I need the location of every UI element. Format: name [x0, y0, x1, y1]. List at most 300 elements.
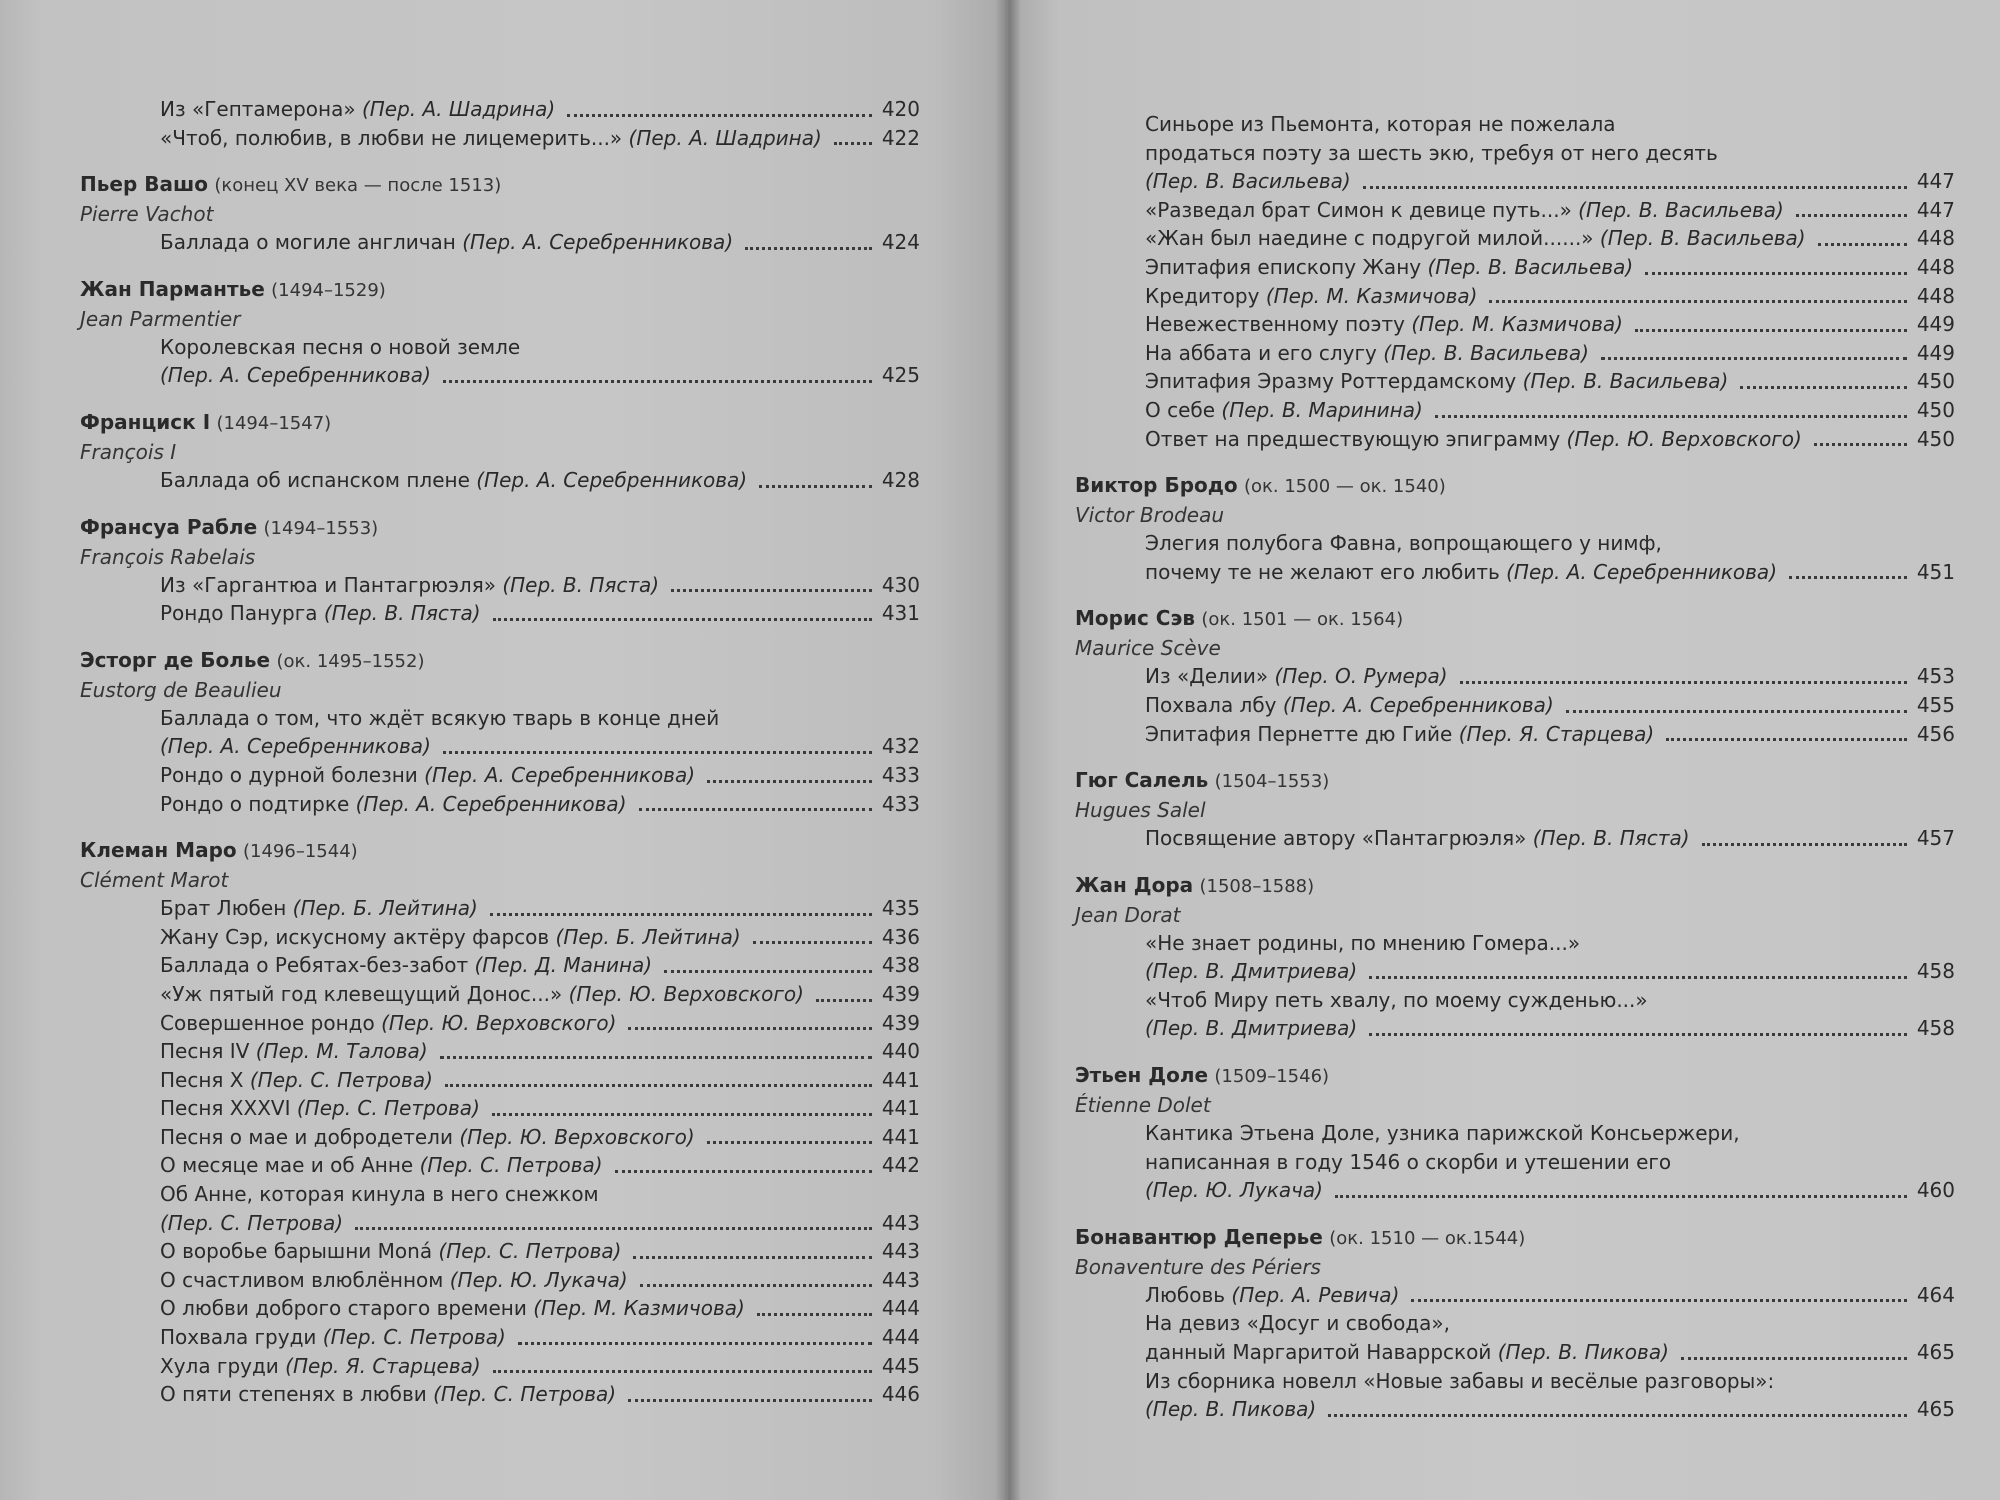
- entry-title: Рондо о подтирке: [160, 791, 350, 816]
- entry-translator: (Пер. Б. Лейтина): [555, 924, 741, 949]
- dot-leader: [443, 380, 872, 383]
- toc-entry-line: [160, 1209, 920, 1238]
- toc-entry[interactable]: [1145, 824, 1955, 853]
- dot-leader: [628, 1027, 871, 1030]
- toc-entry-line: [1145, 396, 1955, 425]
- author-heading: [1075, 1061, 2000, 1091]
- right-page-contents: [1010, 0, 2000, 1424]
- entry-text: [160, 1037, 428, 1066]
- toc-entry[interactable]: [160, 1066, 920, 1095]
- dot-leader: [1666, 738, 1907, 741]
- toc-entry-line: [1145, 1176, 1955, 1205]
- page-number: 443: [881, 1267, 920, 1292]
- dot-leader: [493, 1370, 872, 1373]
- toc-entry[interactable]: [160, 951, 920, 980]
- toc-entry-line: [160, 1237, 920, 1266]
- page-number: 422: [881, 125, 920, 150]
- author-block: [1010, 871, 2000, 1043]
- dot-leader: [567, 114, 872, 117]
- entry-text: [160, 1294, 745, 1323]
- page-number: 431: [881, 601, 920, 626]
- entry-text: [160, 704, 719, 733]
- dot-leader: [664, 970, 872, 973]
- page-number: 448: [1916, 283, 1955, 308]
- toc-entry-line: [160, 361, 920, 390]
- dot-leader: [518, 1342, 872, 1345]
- toc-entry[interactable]: [160, 1037, 920, 1066]
- page-number: 464: [1916, 1282, 1955, 1307]
- author-dates: (1494–1529): [271, 279, 386, 301]
- dot-leader: [615, 1170, 872, 1173]
- toc-entry-line: [160, 923, 920, 952]
- author-block: [0, 275, 1005, 390]
- entry-translator: (Пер. Д. Манина): [474, 953, 653, 978]
- entry-text: [160, 951, 652, 980]
- dot-leader: [492, 1113, 872, 1116]
- dot-leader: [355, 1227, 872, 1230]
- entry-text: [1145, 929, 1580, 958]
- entry-translator: (Пер. В. Пяста): [1532, 826, 1690, 851]
- entry-title: Об Анне, которая кинула в него снежком: [160, 1182, 599, 1207]
- toc-entry-line: [1145, 367, 1955, 396]
- entry-translator: (Пер. В. Пяста): [323, 601, 481, 626]
- page-number: 440: [881, 1039, 920, 1064]
- dot-leader: [1335, 1195, 1907, 1198]
- toc-entry[interactable]: [1145, 282, 1955, 311]
- entry-text: [1145, 1281, 1399, 1310]
- toc-entry[interactable]: [160, 466, 920, 495]
- entry-title: Песня IV: [160, 1039, 250, 1064]
- entry-text: [1145, 167, 1351, 196]
- dot-leader: [1411, 1299, 1906, 1302]
- dot-leader: [1601, 357, 1907, 360]
- entry-title: Посвящение автору «Пантагрюэля»: [1145, 826, 1527, 851]
- toc-entry[interactable]: [1145, 310, 1955, 339]
- toc-entry[interactable]: [160, 95, 920, 124]
- toc-entry[interactable]: [160, 790, 920, 819]
- author-latin-name: Jean Dorat: [1075, 902, 1181, 927]
- entry-text: [160, 761, 695, 790]
- entry-text: [160, 599, 481, 628]
- dot-leader: [639, 808, 872, 811]
- entry-text: [1145, 139, 1718, 168]
- entry-title: продаться поэту за шесть экю, требуя от него десять: [1145, 140, 1718, 165]
- toc-entry-line: [160, 1037, 920, 1066]
- entry-translator: (Пер. Ю. Лукача): [449, 1267, 628, 1292]
- author-name: Франсуа Рабле: [80, 514, 258, 539]
- dot-leader: [1435, 415, 1907, 418]
- entry-title: Синьоре из Пьемонта, которая не пожелала: [1145, 112, 1616, 136]
- toc-entry-line: [160, 228, 920, 257]
- toc-entry[interactable]: [1145, 253, 1955, 282]
- entry-title: «Чтоб, полюбив, в любви не лицемерить...»: [160, 125, 623, 150]
- toc-entry[interactable]: [160, 1123, 920, 1152]
- entry-title: Из сборника новелл «Новые забавы и весёлые разговоры»:: [1145, 1368, 1775, 1393]
- author-latin-name: Clément Marot: [80, 868, 229, 893]
- entry-title: Баллада об испанском плене: [160, 467, 470, 492]
- toc-entry-line: [1145, 957, 1955, 986]
- toc-entry-line: [1145, 1309, 1955, 1338]
- entry-translator: (Пер. М. Казмичова): [1265, 283, 1478, 308]
- toc-entry-line: [1145, 310, 1955, 339]
- page-number: 443: [881, 1239, 920, 1264]
- entry-title: Кантика Этьена Доле, узника парижской Консьержери,: [1145, 1121, 1740, 1146]
- entry-title: «Чтоб Миру петь хвалу, по моему сужденью...»: [1145, 987, 1648, 1012]
- entry-text: [160, 95, 555, 124]
- toc-entry[interactable]: [160, 571, 920, 600]
- toc-entry[interactable]: [1145, 691, 1955, 720]
- page-number: 457: [1916, 826, 1955, 851]
- page-number: 450: [1916, 397, 1955, 422]
- entry-text: [1145, 339, 1589, 368]
- toc-entry[interactable]: [160, 894, 920, 923]
- entry-text: [1145, 558, 1777, 587]
- entry-title: «Разведал брат Симон к девице путь...»: [1145, 197, 1572, 222]
- page-number: 433: [881, 762, 920, 787]
- entry-translator: (Пер. Ю. Верховского): [381, 1010, 617, 1035]
- entry-title: Совершенное рондо: [160, 1010, 375, 1035]
- page-number: 445: [881, 1353, 920, 1378]
- entry-title: данный Маргаритой Наваррской: [1145, 1340, 1492, 1365]
- entry-translator: (Пер. М. Талова): [255, 1039, 428, 1064]
- entry-title: написанная в году 1546 о скорби и утешении его: [1145, 1149, 1672, 1174]
- entry-translator: (Пер. Ю. Верховского): [459, 1124, 695, 1149]
- page-number: 441: [881, 1096, 920, 1121]
- toc-entry[interactable]: [1145, 224, 1955, 253]
- entry-title: Жану Сэр, искусному актёру фарсов: [160, 924, 550, 949]
- toc-entry-line: [1145, 558, 1955, 587]
- page-number: 456: [1916, 721, 1955, 746]
- page-number: 435: [881, 896, 920, 921]
- page-number: 447: [1916, 169, 1955, 194]
- dot-leader: [1814, 443, 1907, 446]
- dot-leader: [1681, 1357, 1907, 1360]
- dot-leader: [440, 1056, 872, 1059]
- entry-text: [160, 732, 431, 761]
- toc-entry[interactable]: [160, 923, 920, 952]
- author-block: [1010, 1223, 2000, 1424]
- dot-leader: [759, 485, 872, 488]
- entry-text: [1145, 1176, 1323, 1205]
- entry-title: Похвала лбу: [1145, 692, 1277, 717]
- entry-text: [1145, 662, 1448, 691]
- toc-entry[interactable]: [160, 1094, 920, 1123]
- entry-title: Похвала груди: [160, 1325, 317, 1350]
- author-block: [1010, 471, 2000, 586]
- dot-leader: [671, 589, 872, 592]
- entry-text: [1145, 720, 1654, 749]
- entry-translator: (Пер. М. Казмичова): [1411, 312, 1623, 337]
- toc-entry[interactable]: [1145, 1367, 1955, 1424]
- author-name: Жан Дора: [1075, 872, 1194, 897]
- author-name: Пьер Вашо: [80, 172, 208, 197]
- author-heading: [80, 836, 1005, 866]
- toc-entry[interactable]: [1145, 339, 1955, 368]
- author-latin-name: Hugues Salel: [1075, 798, 1206, 823]
- toc-entry[interactable]: [160, 333, 920, 390]
- toc-entry[interactable]: [1145, 425, 1955, 454]
- page-number: 458: [1916, 959, 1955, 984]
- page-number: 449: [1916, 312, 1955, 337]
- entry-text: [160, 980, 804, 1009]
- entry-text: [160, 1352, 481, 1381]
- toc-entry-line: [160, 1352, 920, 1381]
- toc-entry-line: [160, 704, 920, 733]
- author-heading: [80, 408, 1005, 438]
- page-number: 451: [1916, 559, 1955, 584]
- entry-translator: (Пер. А. Серебренникова): [160, 363, 431, 388]
- entry-text: [1145, 529, 1662, 558]
- entry-title: На аббата и его слугу: [1145, 340, 1377, 365]
- dot-leader: [1818, 243, 1907, 246]
- toc-entry[interactable]: [160, 1352, 920, 1381]
- dot-leader: [1363, 186, 1907, 189]
- toc-entry[interactable]: [160, 1266, 920, 1295]
- entry-text: [160, 466, 747, 495]
- toc-entry[interactable]: [160, 1151, 920, 1180]
- author-name: Морис Сэв: [1075, 606, 1195, 631]
- toc-entry[interactable]: [160, 1237, 920, 1266]
- author-name: Эсторг де Больe: [80, 647, 271, 672]
- dot-leader: [707, 780, 872, 783]
- entry-translator: (Пер. А. Шадрина): [628, 125, 822, 150]
- page-number: 430: [881, 572, 920, 597]
- page-number: 439: [881, 981, 920, 1006]
- dot-leader: [1328, 1414, 1907, 1417]
- toc-entry-line: [160, 1123, 920, 1152]
- toc-entry[interactable]: [1145, 720, 1955, 749]
- entry-title: О месяце мае и об Анне: [160, 1153, 414, 1178]
- toc-entry[interactable]: [160, 1323, 920, 1352]
- entry-title: Эпитафия Эразму Роттердамскому: [1145, 369, 1517, 394]
- book-gutter: [995, 0, 1021, 1500]
- entry-title: Баллада о том, что ждёт всякую тварь в конце дней: [160, 705, 720, 730]
- entry-translator: (Пер. С. Петрова): [438, 1239, 622, 1264]
- toc-entry[interactable]: [1145, 1309, 1955, 1366]
- entry-text: [160, 571, 659, 600]
- entry-translator: (Пер. В. Васильева): [1145, 169, 1351, 194]
- entry-title: Из «Гаргантюа и Пантагрюэля»: [160, 572, 496, 597]
- toc-entry-line: [160, 1009, 920, 1038]
- entry-translator: (Пер. А. Серебренникова): [160, 734, 431, 759]
- page-number: 453: [1916, 664, 1955, 689]
- author-heading: [1075, 604, 2000, 634]
- entry-text: [160, 1323, 506, 1352]
- dot-leader: [1740, 386, 1906, 389]
- entry-title: О любви доброго старого времени: [160, 1296, 527, 1321]
- dot-leader: [1369, 1033, 1907, 1036]
- toc-entry[interactable]: [160, 1294, 920, 1323]
- toc-entry[interactable]: [160, 1009, 920, 1038]
- right-page: [1010, 0, 2000, 1500]
- entry-text: [1145, 691, 1554, 720]
- entry-text: [160, 1066, 433, 1095]
- toc-entry-line: [160, 790, 920, 819]
- toc-entry[interactable]: [160, 704, 920, 761]
- entry-translator: (Пер. В. Васильева): [1578, 197, 1784, 222]
- entry-title: Рондо о дурной болезни: [160, 762, 418, 787]
- toc-entry[interactable]: [160, 761, 920, 790]
- entry-translator: (Пер. В. Васильева): [1427, 254, 1634, 279]
- toc-entry-line: [160, 951, 920, 980]
- entry-text: [1145, 396, 1423, 425]
- toc-entry[interactable]: [1145, 1119, 1955, 1205]
- author-dates: (ок. 1501 — ок. 1564): [1201, 609, 1404, 631]
- page-number: 425: [881, 363, 920, 388]
- dot-leader: [834, 142, 872, 145]
- entry-translator: (Пер. С. Петрова): [322, 1325, 506, 1350]
- entry-text: [160, 923, 741, 952]
- toc-entry[interactable]: [1145, 396, 1955, 425]
- toc-entry-line: [160, 1066, 920, 1095]
- page-number: 450: [1916, 426, 1955, 451]
- toc-entry[interactable]: [1145, 529, 1955, 586]
- dot-leader: [445, 1084, 872, 1087]
- entry-translator: (Пер. О. Румера): [1274, 664, 1448, 689]
- toc-entry[interactable]: [1145, 1281, 1955, 1310]
- author-latin-name: Étienne Dolet: [1075, 1093, 1211, 1118]
- entry-title: Брат Любен: [160, 896, 287, 921]
- toc-entry-line: [1145, 1338, 1955, 1367]
- entry-title: О счастливом влюблённом: [160, 1267, 444, 1292]
- entry-title: почему те не желают его любить: [1145, 559, 1500, 584]
- author-block: [0, 170, 1005, 257]
- toc-entry-line: [160, 466, 920, 495]
- entry-text: [1145, 824, 1690, 853]
- entry-text: [1145, 1367, 1774, 1396]
- entry-title: Песня XXXVI: [160, 1096, 291, 1121]
- toc-entry-line: [160, 1323, 920, 1352]
- page-number: 450: [1916, 369, 1955, 394]
- toc-entry-line: [1145, 929, 1955, 958]
- page-number: 455: [1916, 692, 1955, 717]
- toc-entry-line: [160, 732, 920, 761]
- left-page-contents: [0, 0, 1005, 1409]
- entry-text: [160, 790, 627, 819]
- toc-entry-line: [160, 980, 920, 1009]
- entry-title: Хула груди: [160, 1353, 279, 1378]
- entry-text: [160, 894, 478, 923]
- page-number: 447: [1916, 197, 1955, 222]
- author-heading: [80, 275, 1005, 305]
- entry-text: [1145, 425, 1802, 454]
- toc-entry[interactable]: [160, 1380, 920, 1409]
- toc-entry[interactable]: [1145, 662, 1955, 691]
- entry-title: Из «Гептамерона»: [160, 97, 356, 121]
- toc-entry[interactable]: [160, 228, 920, 257]
- entry-translator: (Пер. А. Серебренникова): [476, 467, 748, 492]
- entry-translator: (Пер. В. Маринина): [1221, 397, 1423, 422]
- author-block: [1010, 1061, 2000, 1205]
- toc-entry[interactable]: [1145, 367, 1955, 396]
- author-heading: [80, 513, 1005, 543]
- author-block: [0, 646, 1005, 818]
- dot-leader: [493, 618, 872, 621]
- entry-translator: (Пер. С. Петрова): [160, 1210, 344, 1235]
- entry-text: [1145, 196, 1784, 225]
- entry-title: Баллада о могиле англичан: [160, 230, 456, 255]
- entry-translator: (Пер. В. Васильева): [1599, 226, 1806, 251]
- entry-text: [160, 1009, 616, 1038]
- toc-entry-line: [160, 333, 920, 362]
- toc-entry[interactable]: [1145, 196, 1955, 225]
- author-dates: (1504–1553): [1214, 771, 1330, 793]
- author-name: Жан Пармантье: [80, 276, 265, 301]
- dot-leader: [1789, 576, 1907, 579]
- page-number: 436: [881, 924, 920, 949]
- entry-text: [1145, 1014, 1357, 1043]
- toc-entry-line: [1145, 1281, 1955, 1310]
- toc-entry-line: [1145, 110, 1955, 139]
- toc-entry-line: [1145, 986, 1955, 1015]
- page-number: 448: [1916, 226, 1955, 251]
- dot-leader: [1645, 272, 1907, 275]
- author-name: Этьен Доле: [1075, 1063, 1209, 1088]
- author-dates: (ок. 1500 — ок. 1540): [1244, 476, 1446, 498]
- entry-title: «Жан был наедине с подругой милой......»: [1145, 226, 1594, 251]
- toc-entry[interactable]: [160, 980, 920, 1009]
- toc-entry-line: [1145, 1014, 1955, 1043]
- entry-title: «Уж пятый год клевещущий Донос...»: [160, 981, 563, 1006]
- entry-text: [160, 1180, 599, 1209]
- toc-entry-line: [1145, 529, 1955, 558]
- toc-entry-line: [1145, 425, 1955, 454]
- author-block: [0, 408, 1005, 495]
- toc-entry[interactable]: [1145, 110, 1955, 196]
- entry-translator: (Пер. С. Петрова): [433, 1382, 617, 1407]
- continued-entries: [1010, 110, 2000, 453]
- author-block: [1010, 766, 2000, 853]
- dot-leader: [628, 1399, 872, 1402]
- author-block: [0, 513, 1005, 628]
- page-number: 444: [881, 1325, 920, 1350]
- entry-text: [160, 1094, 480, 1123]
- author-latin-name: Bonaventure des Périers: [1075, 1254, 1321, 1279]
- toc-entry[interactable]: [1145, 986, 1955, 1043]
- entry-translator: (Пер. А. Ревича): [1231, 1282, 1400, 1307]
- toc-entry-line: [1145, 282, 1955, 311]
- toc-entry-line: [160, 571, 920, 600]
- toc-entry-line: [160, 761, 920, 790]
- entry-title: Рондо Панурга: [160, 601, 318, 626]
- toc-entry[interactable]: [1145, 929, 1955, 986]
- entry-translator: (Пер. А. Серебренникова): [1506, 559, 1777, 584]
- toc-entry-line: [1145, 720, 1955, 749]
- entry-translator: (Пер. А. Серебренникова): [355, 791, 627, 816]
- page-number: 448: [1916, 254, 1955, 279]
- author-dates: (1496–1544): [243, 841, 358, 863]
- entry-translator: (Пер. В. Дмитриева): [1145, 959, 1358, 984]
- entry-text: [160, 1237, 621, 1266]
- page-number: 446: [881, 1382, 920, 1407]
- entry-translator: (Пер. Ю. Верховского): [568, 981, 804, 1006]
- dot-leader: [757, 1313, 872, 1316]
- toc-entry[interactable]: [160, 124, 920, 153]
- toc-entry[interactable]: [160, 1180, 920, 1237]
- entry-title: На девиз «Досуг и свобода»,: [1145, 1311, 1450, 1336]
- entry-translator: (Пер. А. Серебренникова): [424, 762, 696, 787]
- author-name: Бонавантюр Деперье: [1075, 1224, 1323, 1249]
- author-latin-name: Pierre Vachot: [80, 202, 214, 227]
- entry-translator: (Пер. С. Петрова): [419, 1153, 603, 1178]
- entry-text: [1145, 253, 1633, 282]
- entry-translator: (Пер. Я. Старцева): [285, 1353, 481, 1378]
- entry-text: [1145, 957, 1357, 986]
- page-number: 424: [881, 230, 920, 255]
- toc-entry[interactable]: [160, 599, 920, 628]
- entry-translator: (Пер. А. Серебренникова): [1282, 692, 1554, 717]
- entry-translator: (Пер. С. Петрова): [296, 1096, 480, 1121]
